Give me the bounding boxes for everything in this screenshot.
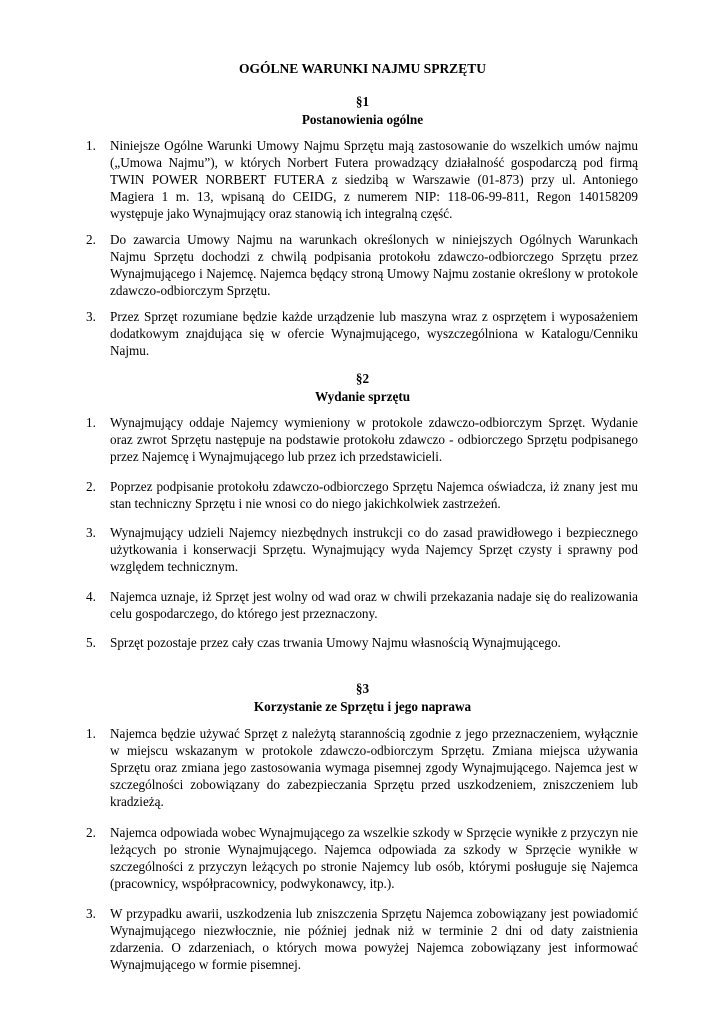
item-number: 3.: [86, 525, 96, 540]
item-text: Sprzęt pozostaje przez cały czas trwania Umowy Najmu własnością Wynajmującego.: [110, 635, 561, 650]
section-3-heading: Korzystanie ze Sprzętu i jego naprawa: [253, 698, 472, 714]
section-1-heading: Postanowienia ogólne: [301, 111, 424, 127]
item-number: 1.: [86, 138, 96, 153]
item-text: W przypadku awarii, uszkodzenia lub zniszczenia Sprzętu Najemca zobowiązany jest powiadomić Wynajmującego niezwłocznie, nie później jednak niż w terminie 2 dni od daty zaistnienia zdarzenia. O zdarzeniach, o których mowa powyżej Najemca zobowiązany jest informować Wynajmującego w formie pisemnej.: [110, 906, 638, 973]
item-text: Wynajmujący udzieli Najemcy niezbędnych instrukcji co do zasad prawidłowego i bezpiecznego użytkowania i konserwacji Sprzętu. Wynajmujący wyda Najemcy Sprzęt czysty i sprawny pod względem technicznym.: [110, 525, 638, 575]
section-2-item-1: [86, 414, 638, 465]
item-number: 2.: [86, 825, 96, 840]
section-3-sign: §3: [355, 681, 370, 696]
item-number: 5.: [86, 635, 96, 650]
item-number: 4.: [86, 589, 96, 604]
item-text: Poprzez podpisanie protokołu zdawczo-odbiorczego Sprzętu Najemca oświadcza, iż znany jest mu stan techniczny Sprzętu i nie wnosi co do niego jakichkolwiek zastrzeżeń.: [110, 479, 638, 512]
item-text: Najemca będzie używać Sprzęt z należytą starannością zgodnie z jego przeznaczeniem, wyłącznie w miejscu wskazanym w protokole zdawczo-odbiorczym Sprzętu. Zmiana miejsca używania Sprzętu oraz zmiana jego zastosowania wymaga pisemnej zgody Wynajmującego. Najemca jest w szczególności zobowiązany do zabezpieczania Sprzętu przed uszkodzeniem, zniszczeniem lub kradzieżą.: [110, 726, 638, 810]
item-number: 3.: [86, 906, 96, 921]
section-2-item-2: [86, 478, 638, 512]
section-2-heading: Wydanie sprzętu: [314, 388, 411, 404]
item-text: Przez Sprzęt rozumiane będzie każde urządzenie lub maszyna wraz z osprzętem i wyposażeniem dodatkowym znajdująca się w ofercie Wynajmującego, wyszczególniona w Katalogu/Cenniku Najmu.: [110, 309, 638, 359]
section-2-header: [0, 370, 725, 405]
section-2-item-3: [86, 524, 638, 575]
section-2-item-5: [86, 634, 638, 651]
item-number: 3.: [86, 309, 96, 324]
section-1-item-3: [86, 308, 638, 359]
section-3-item-3: [86, 905, 638, 973]
item-number: 1.: [86, 415, 96, 430]
item-text: Najemca uznaje, iż Sprzęt jest wolny od wad oraz w chwili przekazania nadaje się do realizowania celu gospodarczego, do którego jest przeznaczony.: [110, 589, 638, 622]
section-1-header: [0, 93, 725, 128]
item-text: Wynajmujący oddaje Najemcy wymieniony w protokole zdawczo-odbiorczym Sprzęt. Wydanie oraz zwrot Sprzętu następuje na podstawie protokołu zdawczo - odbiorczego Sprzętu podpisanego przez Najemcę i Wynajmującego lub przez ich przedstawicieli.: [110, 415, 638, 465]
section-3-item-1: [86, 725, 638, 810]
item-number: 1.: [86, 726, 96, 741]
section-2-sign: §2: [355, 371, 370, 386]
item-text: Najemca odpowiada wobec Wynajmującego za wszelkie szkody w Sprzęcie wynikłe z przyczyn nie leżących po stronie Wynajmującego. Najemca odpowiada za szkody w Sprzęcie wynikłe w szczególności z przyczyn leżących po stronie Najemcy lub osób, którymi posługuje się Najemca (pracownicy, współpracownicy, podwykonawcy, itp.).: [110, 825, 638, 892]
document-title: OGÓLNE WARUNKI NAJMU SPRZĘTU: [239, 61, 486, 76]
item-number: 2.: [86, 232, 96, 247]
section-2-item-4: [86, 588, 638, 622]
section-1-sign: §1: [355, 94, 370, 109]
section-1-item-2: [86, 231, 638, 299]
section-1-item-1: [86, 137, 638, 222]
section-3-header: [0, 680, 725, 715]
section-3-item-2: [86, 824, 638, 892]
item-number: 2.: [86, 479, 96, 494]
item-text: Niniejsze Ogólne Warunki Umowy Najmu Sprzętu mają zastosowanie do wszelkich umów najmu („Umowa Najmu”), w których Norbert Futera prowadzący działalność gospodarczą pod firmą TWIN POWER NORBERT FUTERA z siedzibą w Warszawie (01-873) przy ul. Antoniego Magiera 1 m. 13, wpisaną do CEIDG, z numerem NIP: 118-06-99-811, Regon 140158209 występuje jako Wynajmujący oraz stanowią ich integralną część.: [110, 138, 638, 222]
item-text: Do zawarcia Umowy Najmu na warunkach określonych w niniejszych Ogólnych Warunkach Najmu Sprzętu dochodzi z chwilą podpisania protokołu zdawczo-odbiorczego Sprzętu przez Wynajmującego i Najemcę. Najemca będący stroną Umowy Najmu zostanie określony w protokole zdawczo-odbiorczym Sprzętu.: [110, 232, 638, 299]
